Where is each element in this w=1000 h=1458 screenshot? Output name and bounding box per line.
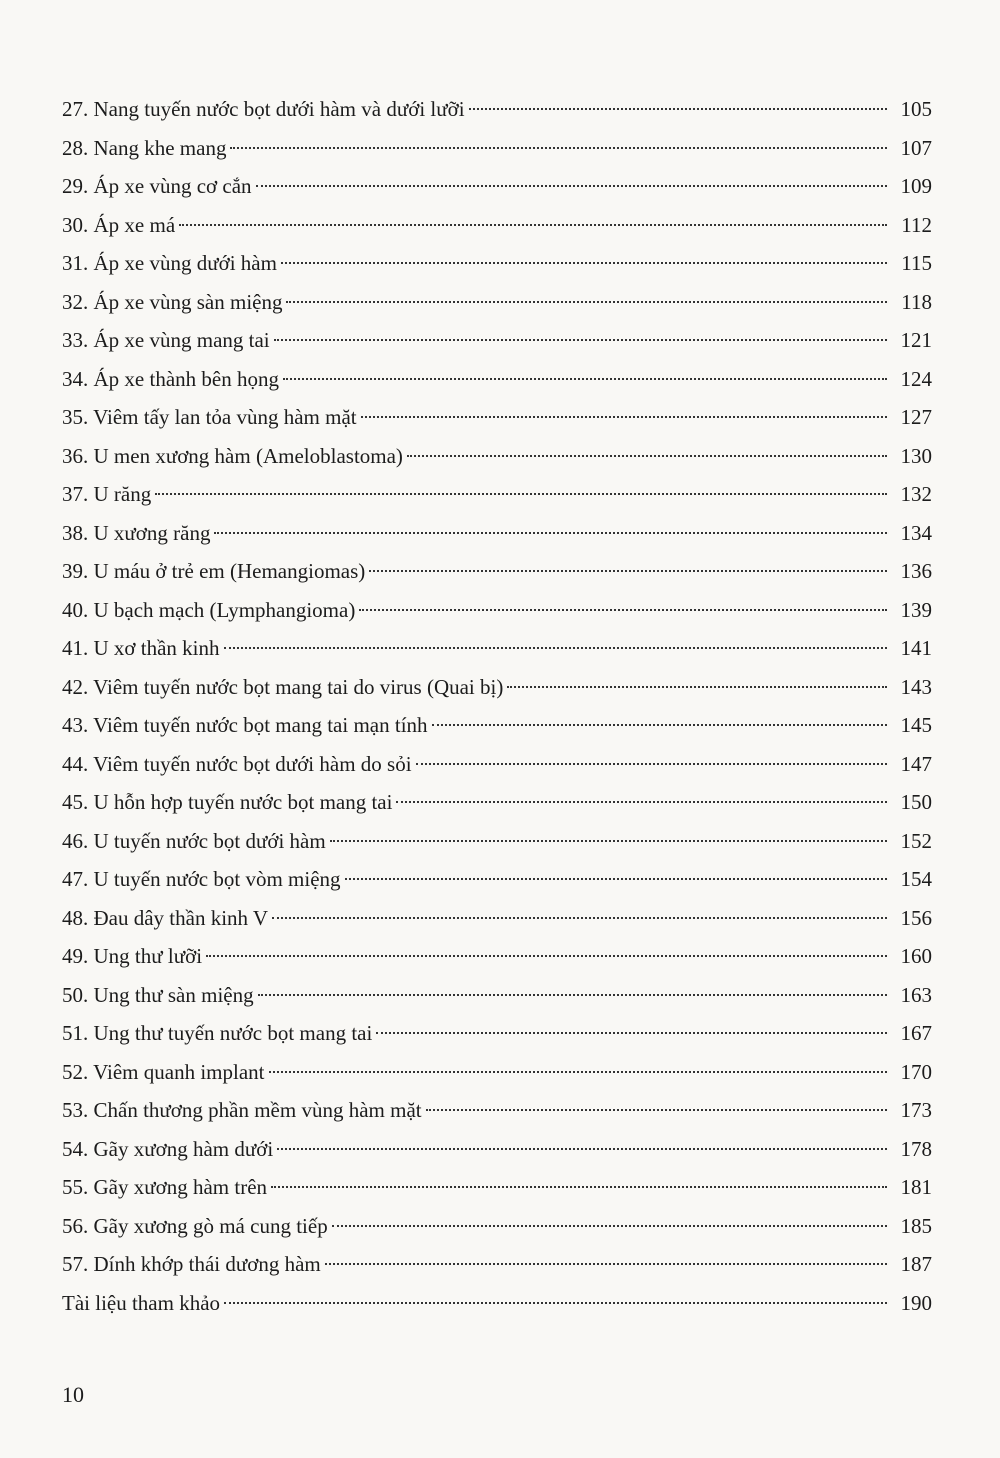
toc-entry-title: 53. Chấn thương phần mềm vùng hàm mặt: [62, 1098, 422, 1122]
toc-dot-leader: [269, 1071, 888, 1073]
toc-dot-leader: [407, 455, 887, 457]
toc-entry: [62, 937, 932, 976]
toc-dot-leader: [396, 801, 887, 803]
toc-entry-page: 134: [900, 520, 932, 545]
toc-entry: [62, 706, 932, 745]
toc-entry: [62, 1014, 932, 1053]
toc-dot-leader: [224, 647, 887, 649]
toc-entry: [62, 360, 932, 399]
toc-entry-page: 181: [900, 1175, 932, 1199]
toc-entry-page: 156: [900, 905, 932, 930]
toc-entry-title: 57. Dính khớp thái dương hàm: [62, 1252, 321, 1276]
toc-entry: [62, 167, 932, 206]
toc-entry-title: 32. Áp xe vùng sàn miệng: [62, 289, 283, 314]
toc-entry: [62, 398, 932, 437]
toc-entry: [62, 1053, 932, 1092]
toc-entry-page: 105: [900, 97, 932, 121]
toc-entry-page: 121: [900, 328, 932, 352]
toc-entry: [62, 475, 932, 514]
toc-entry-title: 33. Áp xe vùng mang tai: [62, 328, 270, 352]
toc-entry-title: 39. U máu ở trẻ em (Hemangiomas): [62, 559, 366, 583]
toc-dot-leader: [416, 763, 887, 765]
toc-entry-page: 154: [900, 867, 932, 891]
toc-dot-leader: [507, 686, 887, 688]
toc-entry: [62, 1091, 932, 1130]
toc-entry-page: 170: [900, 1059, 932, 1084]
toc-entry-page: 150: [900, 790, 932, 814]
toc-entry-title: 45. U hỗn hợp tuyến nước bọt mang tai: [62, 790, 393, 814]
toc-dot-leader: [325, 1263, 887, 1265]
toc-entry-title: 46. U tuyến nước bọt dưới hàm: [62, 828, 326, 853]
toc-entry-page: 187: [900, 1252, 932, 1276]
toc-entry: [62, 1207, 932, 1246]
toc-dot-leader: [155, 493, 887, 495]
toc-entry: [62, 976, 932, 1015]
toc-entry-page: 109: [900, 174, 932, 198]
toc-entry-title: 54. Gãy xương hàm dưới: [62, 1136, 274, 1161]
toc-entry-page: 178: [900, 1136, 932, 1161]
toc-dot-leader: [277, 1148, 887, 1150]
toc-entry-page: 139: [900, 597, 932, 622]
toc-dot-leader: [359, 609, 887, 611]
toc-entry-title: 52. Viêm quanh implant: [62, 1059, 265, 1084]
toc-entry-page: 136: [900, 559, 932, 583]
toc-entry: [62, 1245, 932, 1284]
toc-entry-page: 115: [901, 251, 932, 275]
toc-entry: [62, 244, 932, 283]
toc-entry-title: 47. U tuyến nước bọt vòm miệng: [62, 867, 341, 891]
toc-dot-leader: [369, 570, 887, 572]
toc-entry-title: 27. Nang tuyến nước bọt dưới hàm và dưới lưỡi: [62, 97, 465, 121]
toc-entry-title: 34. Áp xe thành bên họng: [62, 366, 279, 391]
toc-entry-page: 167: [900, 1021, 932, 1045]
toc-dot-leader: [332, 1225, 887, 1227]
toc-entry: [62, 822, 932, 861]
toc-entry-page: 143: [900, 674, 932, 699]
toc-entry-title: 41. U xơ thần kinh: [62, 636, 220, 660]
page-number: 10: [62, 1382, 84, 1407]
toc-entry-title: 30. Áp xe má: [62, 212, 176, 237]
toc-entry-page: 112: [901, 212, 932, 237]
toc-entry-page: 190: [900, 1290, 932, 1315]
toc-entry: [62, 437, 932, 476]
toc-dot-leader: [376, 1032, 887, 1034]
toc-entry-page: 173: [900, 1098, 932, 1122]
toc-entry: [62, 591, 932, 630]
toc-entry-page: 152: [900, 828, 932, 853]
toc-dot-leader: [283, 378, 887, 380]
toc-dot-leader: [206, 955, 887, 957]
toc-entry: [62, 1130, 932, 1169]
toc-entry-page: 163: [900, 982, 932, 1007]
toc-dot-leader: [274, 339, 887, 341]
toc-entry-title: 49. Ung thư lưỡi: [62, 944, 203, 968]
toc-entry-page: 141: [900, 636, 932, 660]
toc-entry-title: Tài liệu tham khảo: [62, 1290, 221, 1315]
table-of-contents: [62, 90, 932, 1322]
toc-dot-leader: [214, 532, 887, 534]
toc-entry-page: 132: [900, 482, 932, 506]
toc-dot-leader: [432, 724, 887, 726]
toc-entry-page: 130: [900, 443, 932, 468]
toc-entry: [62, 668, 932, 707]
toc-entry-title: 36. U men xương hàm (Ameloblastoma): [62, 443, 403, 468]
toc-dot-leader: [286, 301, 887, 303]
toc-entry: [62, 283, 932, 322]
toc-entry-page: 185: [900, 1213, 932, 1238]
toc-entry: [62, 1168, 932, 1207]
toc-entry-page: 124: [900, 366, 932, 391]
toc-entry-title: 38. U xương răng: [62, 520, 211, 545]
toc-entry: [62, 745, 932, 784]
toc-dot-leader: [426, 1109, 887, 1111]
toc-entry-page: 127: [900, 405, 932, 429]
toc-dot-leader: [256, 185, 887, 187]
toc-entry-page: 147: [900, 751, 932, 776]
toc-entry-title: 56. Gãy xương gò má cung tiếp: [62, 1213, 328, 1238]
toc-dot-leader: [179, 224, 887, 226]
toc-entry-page: 107: [900, 135, 932, 160]
toc-entry: [62, 860, 932, 899]
toc-entry-title: 40. U bạch mạch (Lymphangioma): [62, 597, 356, 622]
toc-entry: [62, 90, 932, 129]
toc-dot-leader: [281, 262, 887, 264]
toc-entry-title: 42. Viêm tuyến nước bọt mang tai do virus (Quai bị): [62, 674, 504, 699]
toc-dot-leader: [469, 108, 887, 110]
toc-entry-title: 44. Viêm tuyến nước bọt dưới hàm do sỏi: [62, 751, 412, 776]
toc-entry-title: 55. Gãy xương hàm trên: [62, 1175, 268, 1199]
toc-entry-title: 37. U răng: [62, 482, 152, 506]
toc-dot-leader: [330, 840, 887, 842]
toc-entry-page: 145: [900, 713, 932, 737]
toc-entry: [62, 783, 932, 822]
toc-entry: [62, 514, 932, 553]
toc-entry: [62, 1284, 932, 1323]
toc-dot-leader: [271, 1186, 887, 1188]
toc-entry-title: 29. Áp xe vùng cơ cắn: [62, 174, 252, 198]
toc-entry: [62, 206, 932, 245]
toc-entry-title: 31. Áp xe vùng dưới hàm: [62, 251, 277, 275]
toc-entry: [62, 321, 932, 360]
toc-dot-leader: [272, 917, 887, 919]
toc-entry-title: 50. Ung thư sàn miệng: [62, 982, 254, 1007]
toc-entry-title: 51. Ung thư tuyến nước bọt mang tai: [62, 1021, 373, 1045]
toc-entry: [62, 899, 932, 938]
toc-entry: [62, 552, 932, 591]
toc-dot-leader: [258, 994, 887, 996]
toc-entry-page: 118: [901, 289, 932, 314]
toc-entry-page: 160: [900, 944, 932, 968]
toc-entry-title: 43. Viêm tuyến nước bọt mang tai mạn tính: [62, 713, 428, 737]
toc-entry-title: 35. Viêm tấy lan tỏa vùng hàm mặt: [62, 405, 357, 429]
toc-entry: [62, 629, 932, 668]
toc-dot-leader: [224, 1302, 887, 1304]
toc-entry-title: 28. Nang khe mang: [62, 135, 227, 160]
toc-dot-leader: [361, 416, 887, 418]
toc-entry: [62, 129, 932, 168]
toc-entry-title: 48. Đau dây thần kinh V: [62, 905, 269, 930]
toc-dot-leader: [230, 147, 887, 149]
toc-dot-leader: [345, 878, 887, 880]
